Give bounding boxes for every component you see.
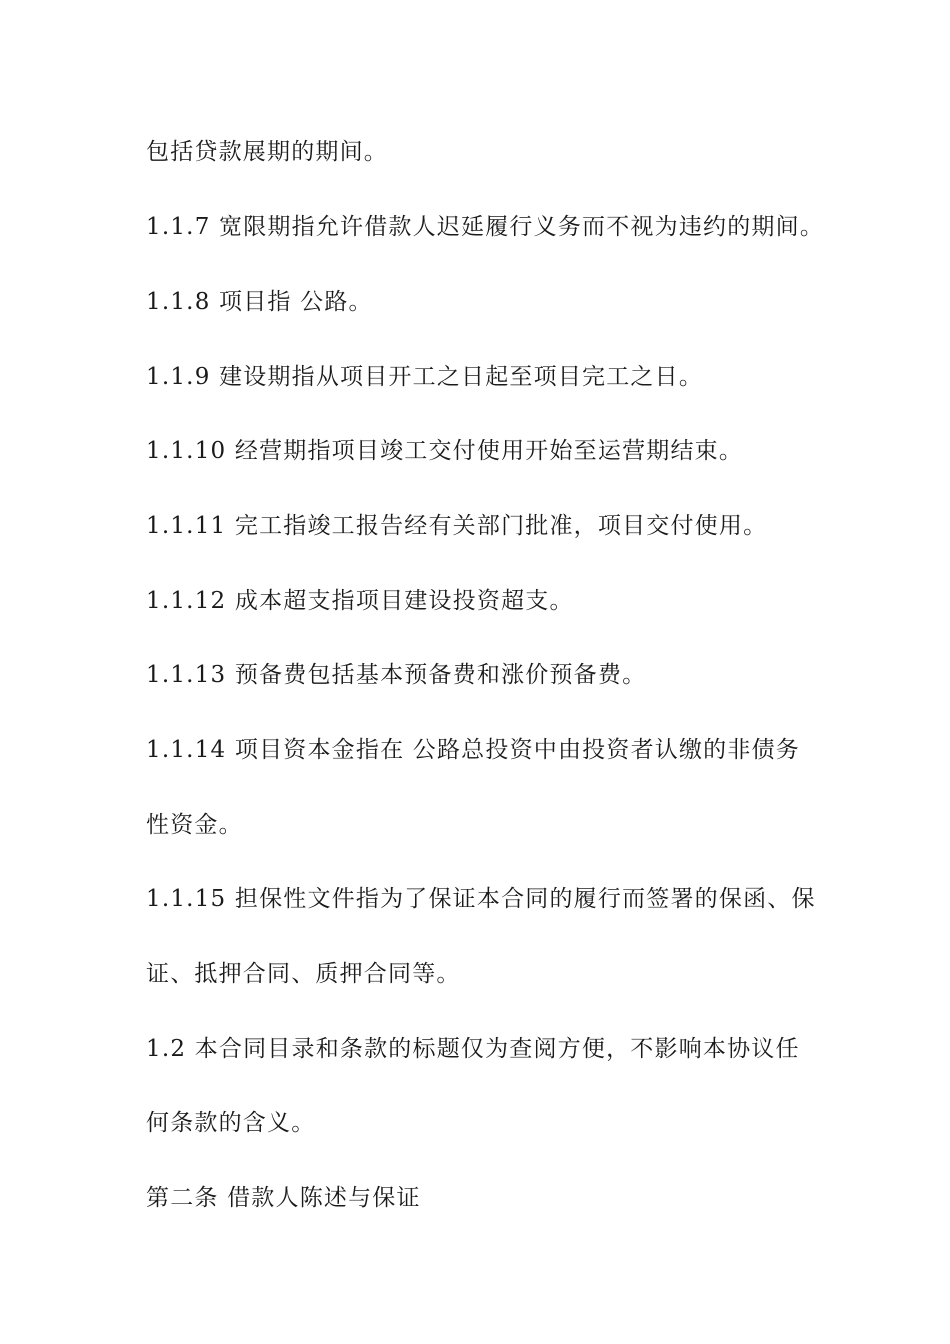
section-heading: 第二条 借款人陈述与保证 bbox=[146, 1185, 421, 1211]
text-line: 性资金。 bbox=[146, 812, 243, 838]
text-line: 1.2 本合同目录和条款的标题仅为查阅方便，不影响本协议任 bbox=[146, 1036, 800, 1062]
text-line: 1.1.8 项目指 公路。 bbox=[146, 289, 373, 315]
text-line: 包括贷款展期的期间。 bbox=[146, 139, 388, 165]
text-line: 1.1.10 经营期指项目竣工交付使用开始至运营期结束。 bbox=[146, 438, 744, 464]
text-line: 1.1.15 担保性文件指为了保证本合同的履行而签署的保函、保 bbox=[146, 886, 816, 912]
text-line: 1.1.9 建设期指从项目开工之日起至项目完工之日。 bbox=[146, 364, 704, 390]
text-line: 1.1.12 成本超支指项目建设投资超支。 bbox=[146, 588, 574, 614]
text-line: 何条款的含义。 bbox=[146, 1110, 316, 1136]
text-line: 1.1.14 项目资本金指在 公路总投资中由投资者认缴的非债务 bbox=[146, 737, 800, 763]
text-line: 证、抵押合同、质押合同等。 bbox=[146, 961, 461, 987]
text-line: 1.1.7 宽限期指允许借款人迟延履行义务而不视为违约的期间。 bbox=[146, 214, 825, 240]
text-line: 1.1.13 预备费包括基本预备费和涨价预备费。 bbox=[146, 662, 647, 688]
text-line: 1.1.11 完工指竣工报告经有关部门批准，项目交付使用。 bbox=[146, 513, 768, 539]
